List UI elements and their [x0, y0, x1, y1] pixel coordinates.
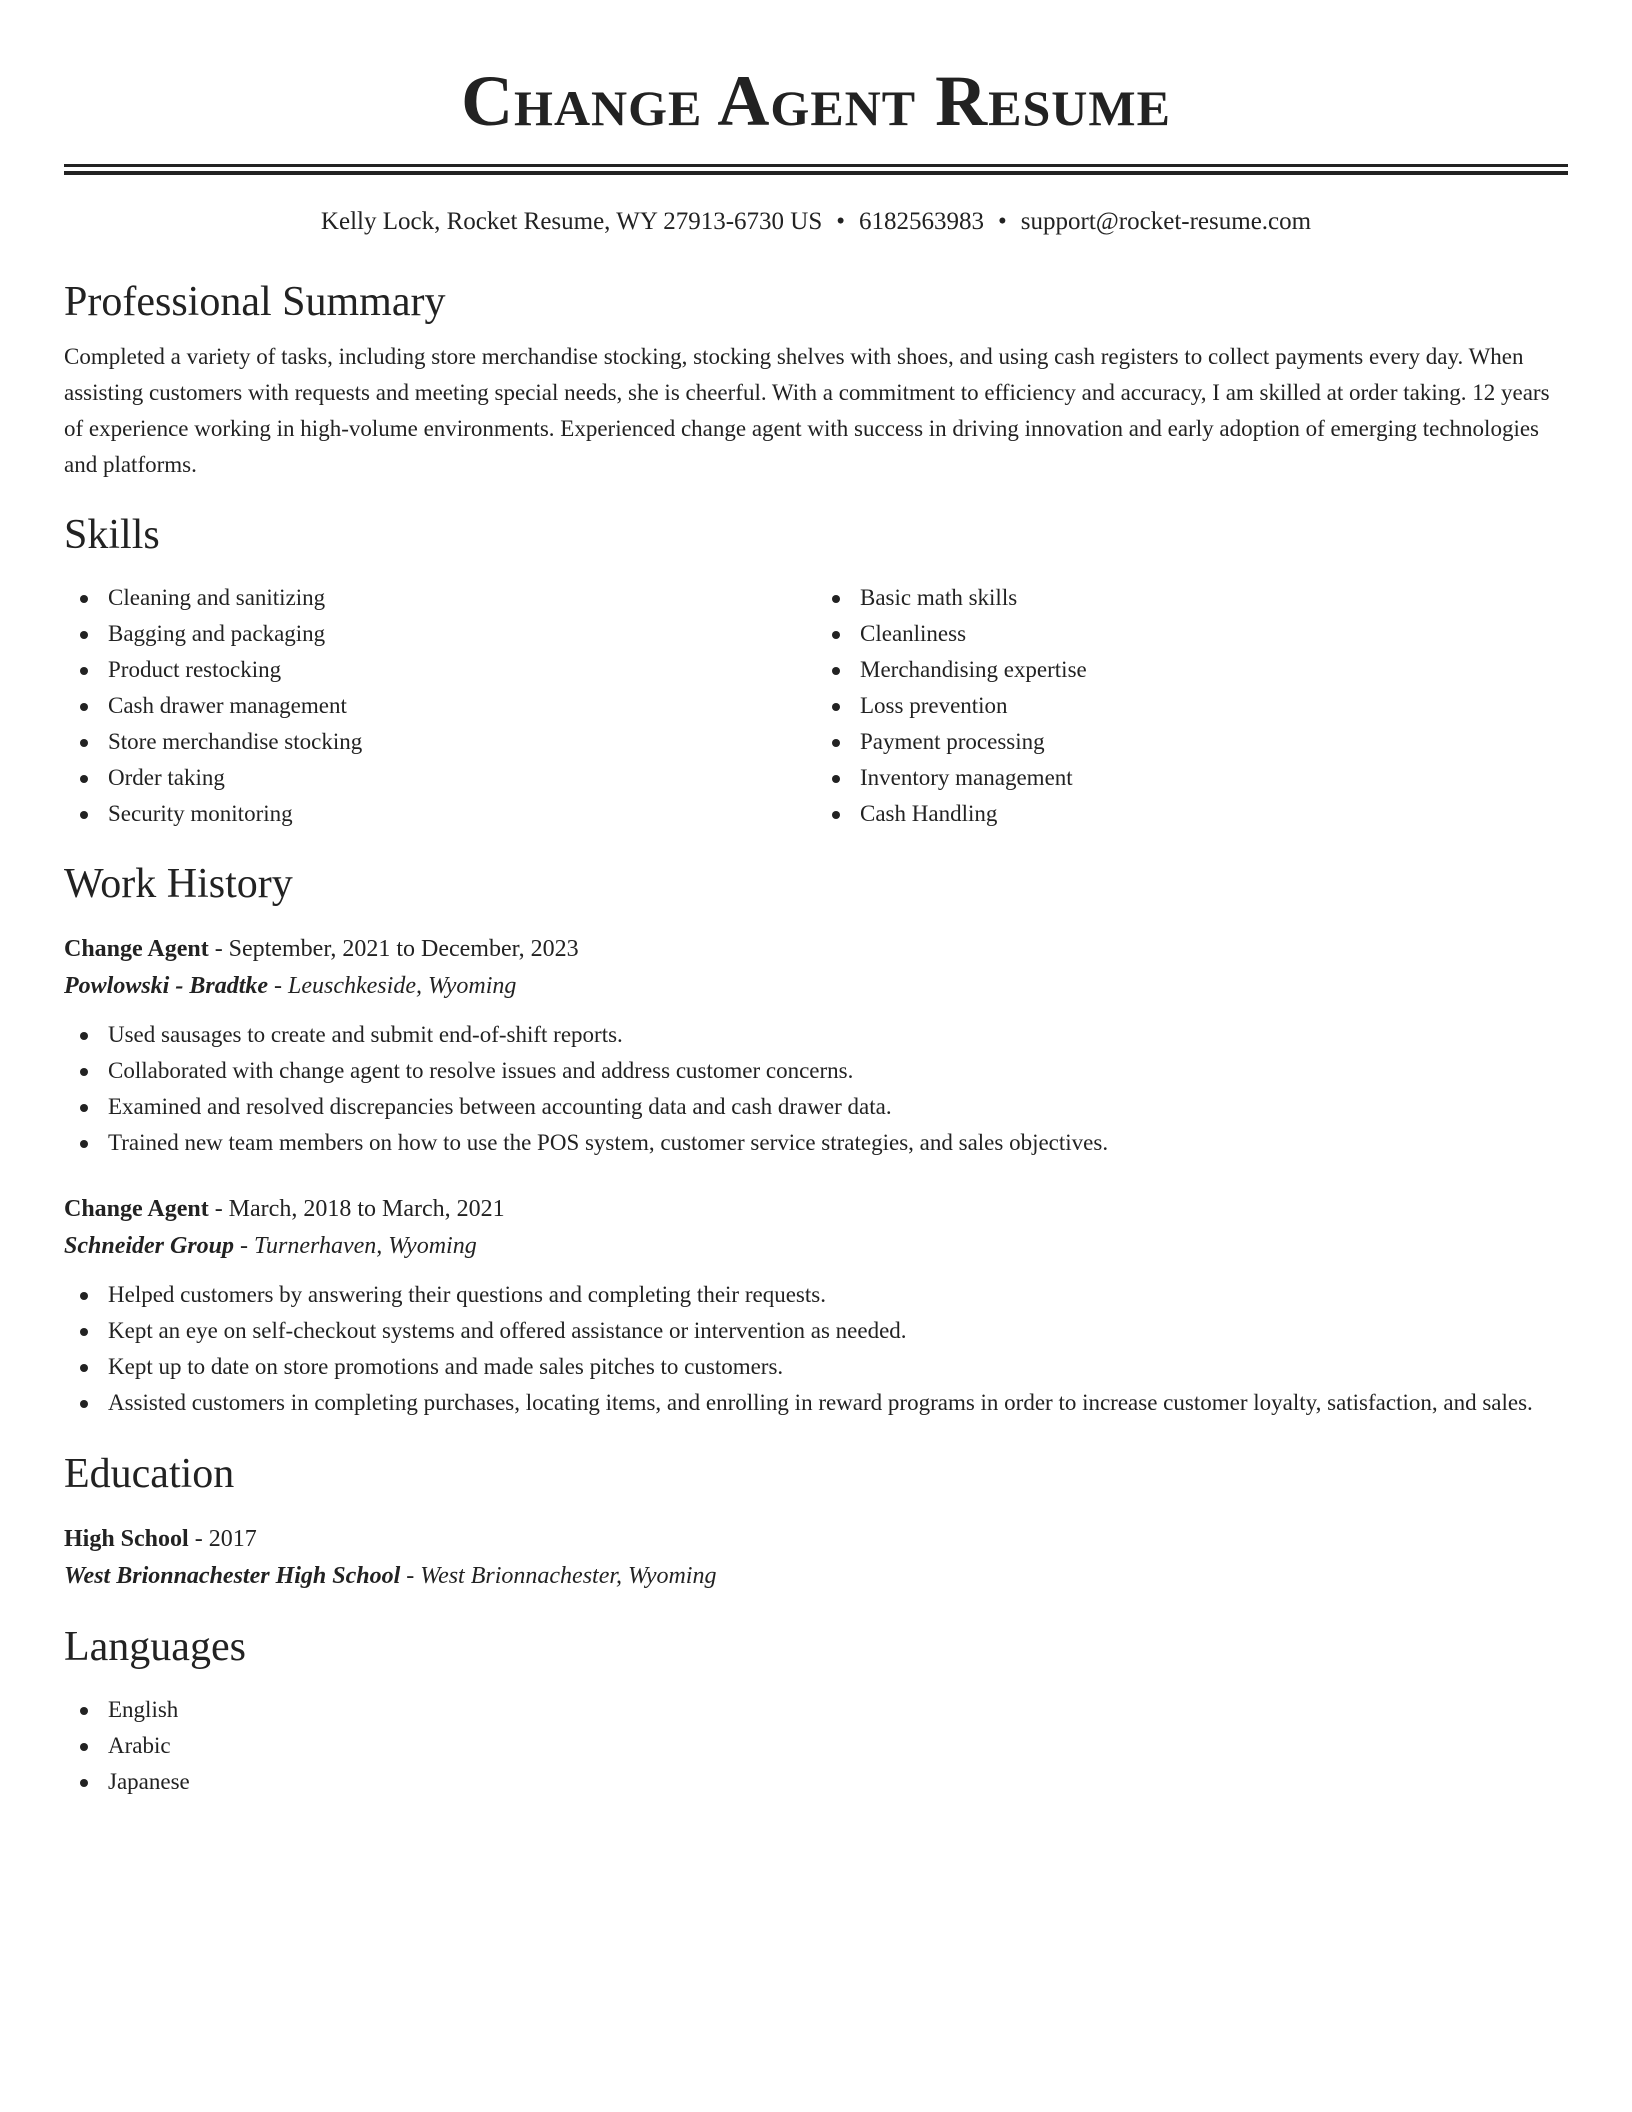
employer-line — [64, 967, 1568, 1005]
bullet-icon — [80, 595, 88, 603]
skill-item — [108, 724, 816, 760]
duty-item — [108, 1277, 1568, 1313]
skill-item — [860, 580, 1568, 616]
skill-label: Bagging and packaging — [108, 621, 326, 646]
skills-heading: Skills — [64, 512, 160, 558]
skill-item — [860, 616, 1568, 652]
skill-item — [860, 796, 1568, 832]
skill-label: Store merchandise stocking — [108, 729, 363, 754]
bullet-icon — [80, 1364, 88, 1372]
resume-title: Change Agent Resume — [461, 61, 1171, 141]
skill-item — [860, 652, 1568, 688]
bullet-icon — [80, 1743, 88, 1751]
language-item — [108, 1764, 1568, 1800]
job-dates: - September, 2021 to December, 2023 — [208, 936, 579, 962]
bullet-icon — [832, 667, 840, 675]
education-location: - West Brionnachester, Wyoming — [400, 1563, 717, 1589]
duty-item — [108, 1089, 1568, 1125]
skill-label: Cash Handling — [860, 801, 998, 826]
title-double-rule — [64, 164, 1568, 175]
duty-text: Collaborated with change agent to resolve issues and address customer concerns. — [108, 1058, 854, 1083]
education-degree-line — [64, 1521, 1568, 1557]
job-role: Change Agent — [64, 1196, 209, 1222]
bullet-icon — [80, 1068, 88, 1076]
duty-item — [108, 1313, 1568, 1349]
skills-list-right — [816, 580, 1568, 832]
work-history-heading: Work History — [64, 861, 293, 907]
education-school: West Brionnachester High School — [64, 1563, 401, 1589]
language-label: Japanese — [108, 1769, 190, 1794]
duty-item — [108, 1017, 1568, 1053]
duty-item — [108, 1385, 1568, 1421]
summary-text: Completed a variety of tasks, including store merchandise stocking, stocking shelves with shoes, and using cash registers to collect payments every day. When assisting customers with requests and meeting special needs, she is cheerful. With a commitment to efficiency and accuracy, I am skilled at order taking. 12 years of experience working in high-volume environments. Experienced change agent with success in driving innovation and early adoption of emerging technologies and platforms. — [64, 344, 1550, 477]
contact-separator: • — [836, 208, 846, 235]
skill-label: Inventory management — [860, 765, 1073, 790]
skill-item — [860, 724, 1568, 760]
education-year: - 2017 — [188, 1526, 257, 1552]
skill-label: Cleanliness — [860, 621, 967, 646]
job-employer: Schneider Group — [64, 1233, 235, 1259]
duty-text: Helped customers by answering their questions and completing their requests. — [108, 1282, 826, 1307]
language-item — [108, 1692, 1568, 1728]
job-dates: - March, 2018 to March, 2021 — [208, 1196, 505, 1222]
summary-heading: Professional Summary — [64, 279, 446, 325]
contact-line — [64, 205, 1568, 239]
bullet-icon — [832, 739, 840, 747]
duty-item — [108, 1125, 1568, 1161]
education-degree: High School — [64, 1526, 189, 1552]
languages-list — [64, 1692, 1568, 1800]
bullet-icon — [80, 775, 88, 783]
languages-heading: Languages — [64, 1624, 246, 1670]
contact-email: support@rocket-resume.com — [1020, 208, 1312, 235]
education-heading: Education — [64, 1451, 235, 1497]
skill-label: Product restocking — [108, 657, 282, 682]
bullet-icon — [832, 631, 840, 639]
bullet-icon — [80, 1779, 88, 1787]
job-location: - Leuschkeside, Wyoming — [268, 973, 517, 999]
skill-label: Basic math skills — [860, 585, 1018, 610]
duty-text: Examined and resolved discrepancies between accounting data and cash drawer data. — [108, 1094, 892, 1119]
bullet-icon — [80, 1104, 88, 1112]
contact-phone: 6182563983 — [859, 208, 985, 235]
duty-text: Kept up to date on store promotions and made sales pitches to customers. — [108, 1354, 784, 1379]
language-label: English — [108, 1697, 179, 1722]
skill-label: Order taking — [108, 765, 225, 790]
skill-item — [108, 688, 816, 724]
duty-text: Kept an eye on self-checkout systems and offered assistance or intervention as needed. — [108, 1318, 907, 1343]
skill-label: Payment processing — [860, 729, 1045, 754]
job-entry — [64, 931, 1568, 1161]
bullet-icon — [80, 811, 88, 819]
skills-list-left — [64, 580, 816, 832]
skill-item — [860, 760, 1568, 796]
skill-label: Loss prevention — [860, 693, 1008, 718]
job-title-line — [64, 931, 1568, 967]
language-item — [108, 1728, 1568, 1764]
skill-item — [108, 652, 816, 688]
employer-line — [64, 1227, 1568, 1265]
job-duties-list — [64, 1277, 1568, 1421]
duty-text: Used sausages to create and submit end-of-shift reports. — [108, 1022, 623, 1047]
skill-item — [108, 760, 816, 796]
bullet-icon — [80, 631, 88, 639]
bullet-icon — [832, 595, 840, 603]
job-role: Change Agent — [64, 936, 209, 962]
job-duties-list — [64, 1017, 1568, 1161]
skill-item — [108, 580, 816, 616]
bullet-icon — [832, 703, 840, 711]
contact-address: Kelly Lock, Rocket Resume, WY 27913-6730 US — [320, 208, 823, 235]
bullet-icon — [832, 811, 840, 819]
job-employer: Powlowski - Bradtke — [64, 973, 269, 999]
language-label: Arabic — [108, 1733, 171, 1758]
skill-label: Security monitoring — [108, 801, 293, 826]
duty-item — [108, 1053, 1568, 1089]
skill-item — [108, 796, 816, 832]
bullet-icon — [80, 703, 88, 711]
bullet-icon — [80, 1292, 88, 1300]
bullet-icon — [80, 1328, 88, 1336]
job-title-line — [64, 1191, 1568, 1227]
bullet-icon — [80, 1707, 88, 1715]
duty-item — [108, 1349, 1568, 1385]
bullet-icon — [832, 775, 840, 783]
bullet-icon — [80, 1140, 88, 1148]
skills-columns — [64, 580, 1568, 832]
skill-item — [108, 616, 816, 652]
bullet-icon — [80, 1032, 88, 1040]
job-entry — [64, 1191, 1568, 1421]
bullet-icon — [80, 739, 88, 747]
bullet-icon — [80, 667, 88, 675]
skill-item — [860, 688, 1568, 724]
skill-label: Cash drawer management — [108, 693, 347, 718]
duty-text: Trained new team members on how to use the POS system, customer service strategies, and sales objectives. — [108, 1130, 1109, 1155]
skill-label: Merchandising expertise — [860, 657, 1087, 682]
contact-separator: • — [998, 208, 1007, 235]
education-school-line — [64, 1557, 1568, 1595]
duty-text: Assisted customers in completing purchases, locating items, and enrolling in reward programs in order to increase customer loyalty, satisfaction, and sales. — [108, 1390, 1533, 1415]
skill-label: Cleaning and sanitizing — [108, 585, 326, 610]
job-location: - Turnerhaven, Wyoming — [234, 1233, 477, 1259]
bullet-icon — [80, 1400, 88, 1408]
